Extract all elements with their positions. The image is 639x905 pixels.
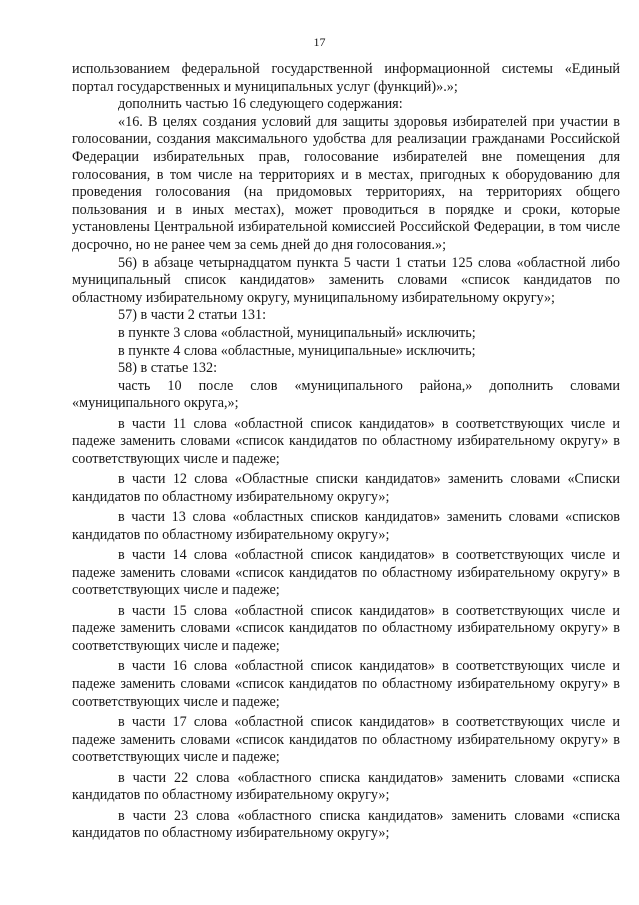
paragraph: 56) в абзаце четырнадцатом пункта 5 части 1 статьи 125 слова «областной либо муниципальный список кандидатов» заменить словами «список кандидатов по областному избирательному округу, муниципальному избирательному округу»;	[72, 254, 620, 306]
paragraph: в части 13 слова «областных списков кандидатов» заменить словами «списков кандидатов по областному избирательному округу»;	[72, 509, 620, 543]
paragraph: в части 23 слова «областного списка кандидатов» заменить словами «списка кандидатов по областному избирательному округу»;	[72, 807, 620, 842]
paragraph: в части 22 слова «областного списка кандидатов» заменить словами «списка кандидатов по областному избирательному округу»;	[72, 769, 620, 804]
paragraph: в части 14 слова «областной список кандидатов» в соответствующих числе и падеже заменить словами «список кандидатов по областному избирательному округу» в соответствующих числе и падеже;	[72, 547, 620, 599]
paragraph: в пункте 4 слова «областные, муниципальные» исключить;	[118, 342, 476, 359]
paragraph: в части 17 слова «областной список кандидатов» в соответствующих числе и падеже заменить словами «список кандидатов по областному избирательному округу» в соответствующих числе и падеже;	[72, 713, 620, 766]
document-body	[72, 61, 620, 843]
paragraph: в части 15 слова «областной список кандидатов» в соответствующих числе и падеже заменить словами «список кандидатов по областному избирательному округу» в соответствующих числе и падеже;	[72, 602, 620, 654]
paragraph: использованием федеральной государственной информационной системы «Единый портал государственных и муниципальных услуг (функций)».»;	[72, 61, 620, 95]
paragraph: 57) в части 2 статьи 131:	[118, 307, 267, 324]
page-number: 17	[313, 35, 326, 49]
paragraph: 58) в статье 132:	[118, 360, 218, 377]
paragraph: в пункте 3 слова «областной, муниципальный» исключить;	[118, 324, 476, 341]
paragraph: в части 11 слова «областной список кандидатов» в соответствующих числе и падеже заменить словами «список кандидатов по областному избирательному округу» в соответствующих числе и падеже;	[72, 415, 620, 467]
paragraph: часть 10 после слов «муниципального района,» дополнить словами «муниципального округа,»;	[72, 377, 620, 412]
paragraph: в части 16 слова «областной список кандидатов» в соответствующих числе и падеже заменить словами «список кандидатов по областному избирательному округу» в соответствующих числе и падеже;	[72, 658, 620, 710]
paragraph: «16. В целях создания условий для защиты здоровья избирателей при участии в голосовании, создания максимального удобства для реализации гражданами Российской Федерации избирательных прав, голосование избирателей вне помещения для голосования, в том числе на территориях и в местах, пригодных к оборудованию для проведения голосования (на придомовых территориях, на территориях общего пользования и в иных местах), может проводиться в порядке и сроки, которые установлены Центральной избирательной комиссией Российской Федерации, в том числе досрочно, но не ранее чем за семь дней до дня голосования.»;	[72, 113, 620, 253]
paragraph: дополнить частью 16 следующего содержания:	[118, 96, 403, 113]
paragraph: в части 12 слова «Областные списки кандидатов» заменить словами «Списки кандидатов по областному избирательному округу»;	[72, 471, 620, 505]
